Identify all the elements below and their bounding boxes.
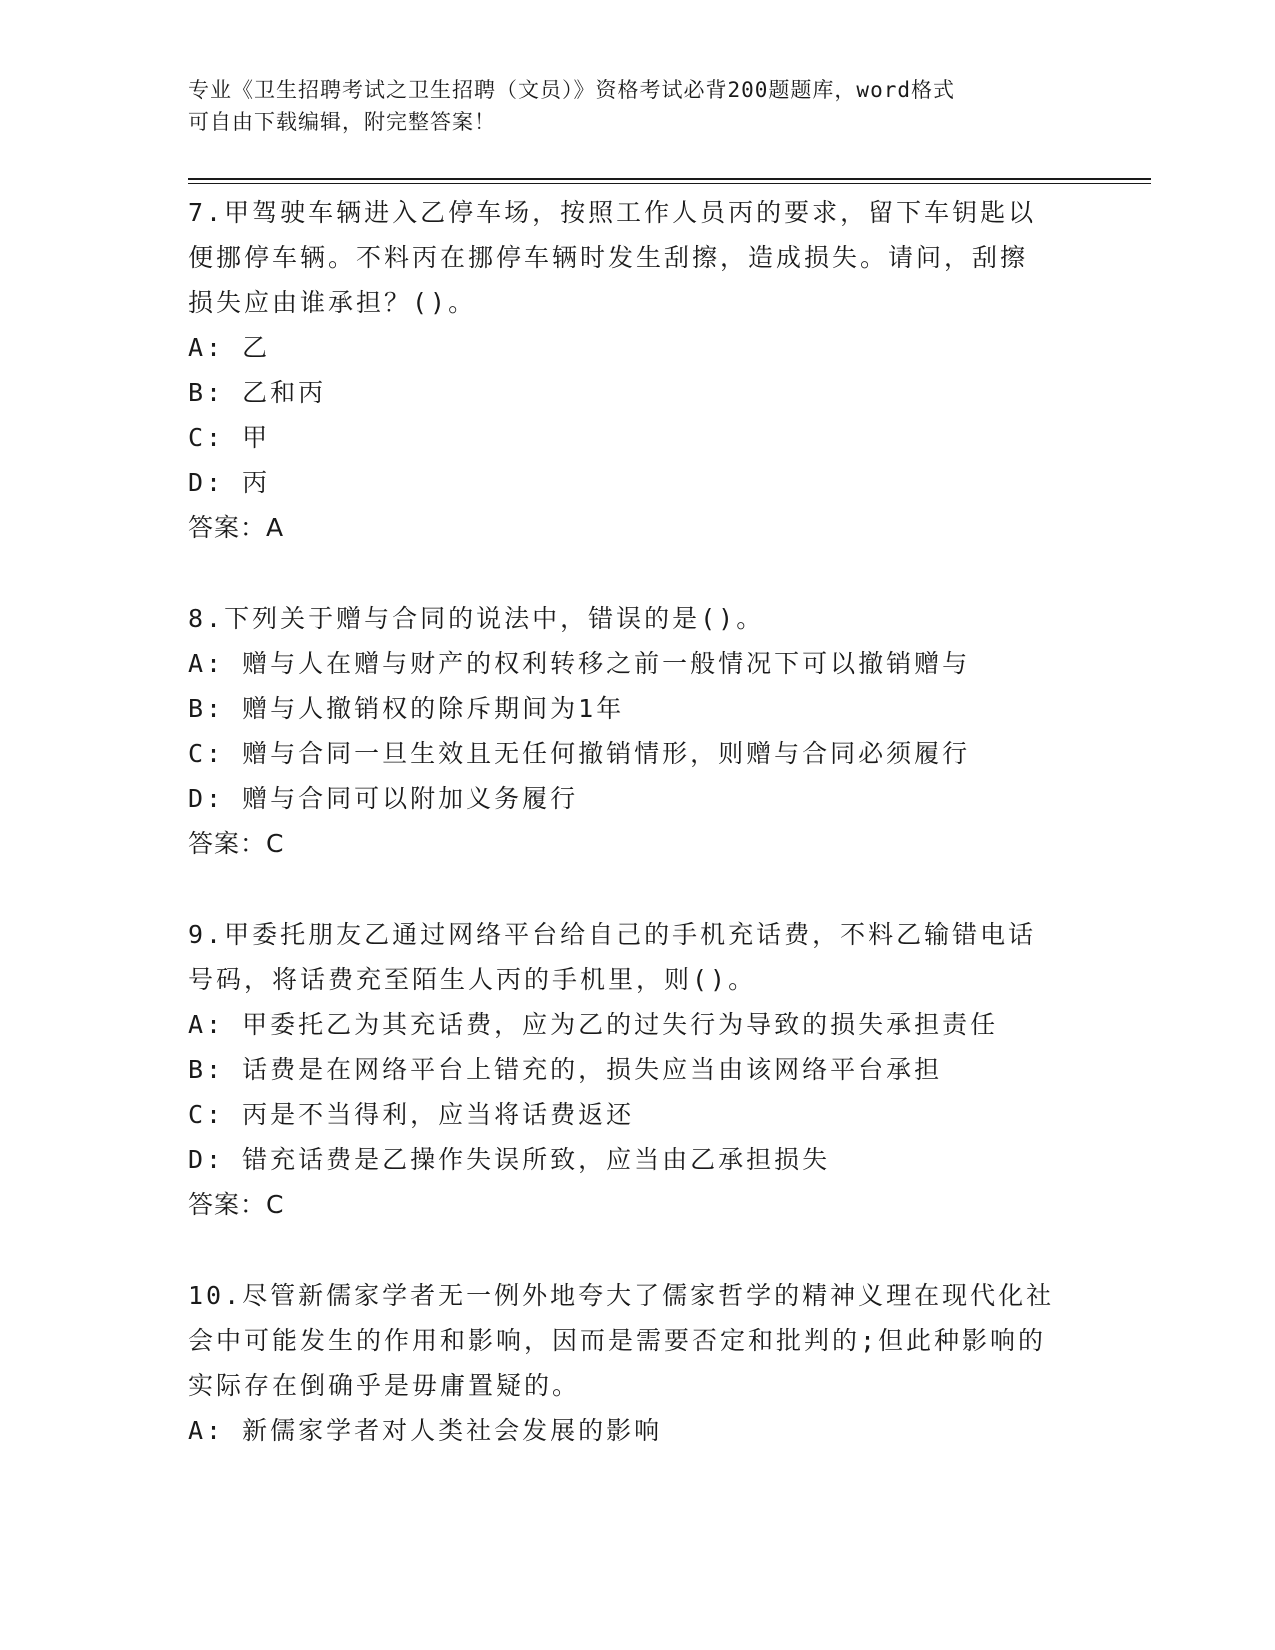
option-a: A: 新儒家学者对人类社会发展的影响 — [188, 1416, 663, 1445]
answer-label: 答案：C — [188, 829, 285, 858]
header-line-1: 专业《卫生招聘考试之卫生招聘（文员）》资格考试必背200题题库，word格式 — [188, 78, 955, 102]
option-b: B: 话费是在网络平台上错充的，损失应当由该网络平台承担 — [188, 1055, 943, 1084]
question-8 — [188, 596, 1088, 866]
answer-label: 答案：C — [188, 1190, 285, 1219]
question-text-line: 便挪停车辆。不料丙在挪停车辆时发生刮擦，造成损失。请问，刮擦 — [188, 243, 1029, 272]
header-divider-thick — [188, 178, 1151, 180]
question-text-line: 9.甲委托朋友乙通过网络平台给自己的手机充话费，不料乙输错电话 — [188, 920, 1037, 949]
option-c: C: 赠与合同一旦生效且无任何撤销情形，则赠与合同必须履行 — [188, 739, 971, 768]
question-text-line: 损失应由谁承担？()。 — [188, 288, 477, 317]
question-text-line: 8.下列关于赠与合同的说法中，错误的是()。 — [188, 604, 765, 633]
option-b: B: 乙和丙 — [188, 378, 327, 407]
header-line-2: 可自由下载编辑，附完整答案！ — [188, 110, 496, 134]
question-text-line: 10.尽管新儒家学者无一例外地夸大了儒家哲学的精神义理在现代化社 — [188, 1281, 1055, 1310]
option-d: D: 错充话费是乙操作失误所致，应当由乙承担损失 — [188, 1145, 831, 1174]
question-text-line: 实际存在倒确乎是毋庸置疑的。 — [188, 1371, 581, 1400]
option-a: A: 甲委托乙为其充话费，应为乙的过失行为导致的损失承担责任 — [188, 1010, 999, 1039]
option-d: D: 丙 — [188, 468, 271, 497]
option-b: B: 赠与人撤销权的除斥期间为1年 — [188, 694, 625, 723]
option-a: A: 乙 — [188, 333, 271, 362]
question-9 — [188, 912, 1088, 1227]
question-list — [188, 190, 1088, 1453]
spacer — [188, 1227, 1088, 1273]
header-divider-thin — [188, 183, 1151, 184]
question-text-line: 会中可能发生的作用和影响，因而是需要否定和批判的;但此种影响的 — [188, 1326, 1047, 1355]
option-c: C: 丙是不当得利，应当将话费返还 — [188, 1100, 635, 1129]
spacer — [188, 550, 1088, 596]
document-header — [188, 74, 1068, 138]
question-text-line: 7.甲驾驶车辆进入乙停车场，按照工作人员丙的要求，留下车钥匙以 — [188, 198, 1037, 227]
option-d: D: 赠与合同可以附加义务履行 — [188, 784, 579, 813]
question-7 — [188, 190, 1088, 550]
option-a: A: 赠与人在赠与财产的权利转移之前一般情况下可以撤销赠与 — [188, 649, 971, 678]
question-10 — [188, 1273, 1088, 1453]
spacer — [188, 866, 1088, 912]
answer-label: 答案：A — [188, 513, 285, 542]
question-text-line: 号码，将话费充至陌生人丙的手机里，则()。 — [188, 965, 757, 994]
option-c: C: 甲 — [188, 423, 271, 452]
